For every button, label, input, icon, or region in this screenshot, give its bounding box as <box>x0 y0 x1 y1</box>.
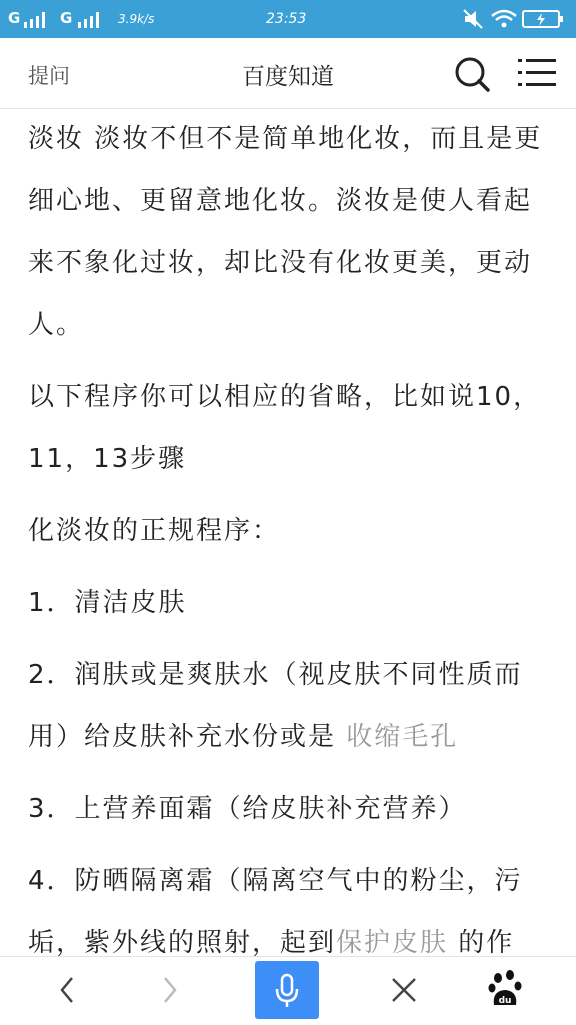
ask-question-link[interactable]: 提问 <box>28 64 70 88</box>
paragraph: 以下程序你可以相应的省略，比如说10，11，13步骤 <box>28 382 542 474</box>
paragraph: 淡妆 淡妆不但不是简单地化妆，而且是更细心地、更留意地化妆。淡妆是使人看起来不象化过妆，却比没有化妆更美，更动人。 <box>28 124 543 340</box>
signal-label-1: G <box>8 9 21 27</box>
signal-bars-icon <box>76 10 106 28</box>
baidu-paw-icon <box>474 961 538 1019</box>
signal-label-2: G <box>60 9 73 27</box>
paragraph-text: 的作 <box>458 928 515 956</box>
bottom-toolbar <box>0 956 576 1025</box>
paragraph: 3．上营养面霜（给皮肤补充营养） <box>28 794 467 824</box>
answer-content <box>28 108 550 956</box>
chevron-right-icon[interactable] <box>138 961 202 1019</box>
wifi-icon <box>490 8 518 30</box>
paragraph-text: 4．防晒隔离霜（隔离空气中的粉尘，污垢，紫外线的照射，起到 <box>28 866 523 956</box>
chevron-left-icon[interactable] <box>34 961 98 1019</box>
battery-icon <box>522 10 564 28</box>
menu-icon[interactable] <box>518 56 556 90</box>
baidu-paw-label: du <box>498 996 512 1006</box>
app-header <box>0 38 576 109</box>
paragraph: 化淡妆的正规程序： <box>28 516 281 546</box>
network-speed: 3.9k/s <box>118 12 155 26</box>
paragraph-text: 2．润肤或是爽肤水（视皮肤不同性质而用）给皮肤补充水份或是 <box>28 660 523 752</box>
paragraph: 1．清洁皮肤 <box>28 588 187 618</box>
voice-search-button[interactable] <box>255 961 319 1019</box>
page-title: 百度知道 <box>242 64 334 90</box>
keyword-link[interactable]: 收缩毛孔 <box>346 722 459 752</box>
mute-icon <box>462 8 484 30</box>
keyword-link[interactable]: 保护皮肤 <box>336 928 449 956</box>
baidu-home-button[interactable] <box>474 961 538 1019</box>
microphone-icon <box>255 961 319 1019</box>
search-icon[interactable] <box>452 54 492 94</box>
status-bar <box>0 0 576 38</box>
clock: 23:53 <box>266 11 307 27</box>
close-icon[interactable] <box>372 961 436 1019</box>
paragraph <box>28 850 550 956</box>
signal-bars-icon <box>22 10 52 28</box>
paragraph <box>28 644 550 768</box>
